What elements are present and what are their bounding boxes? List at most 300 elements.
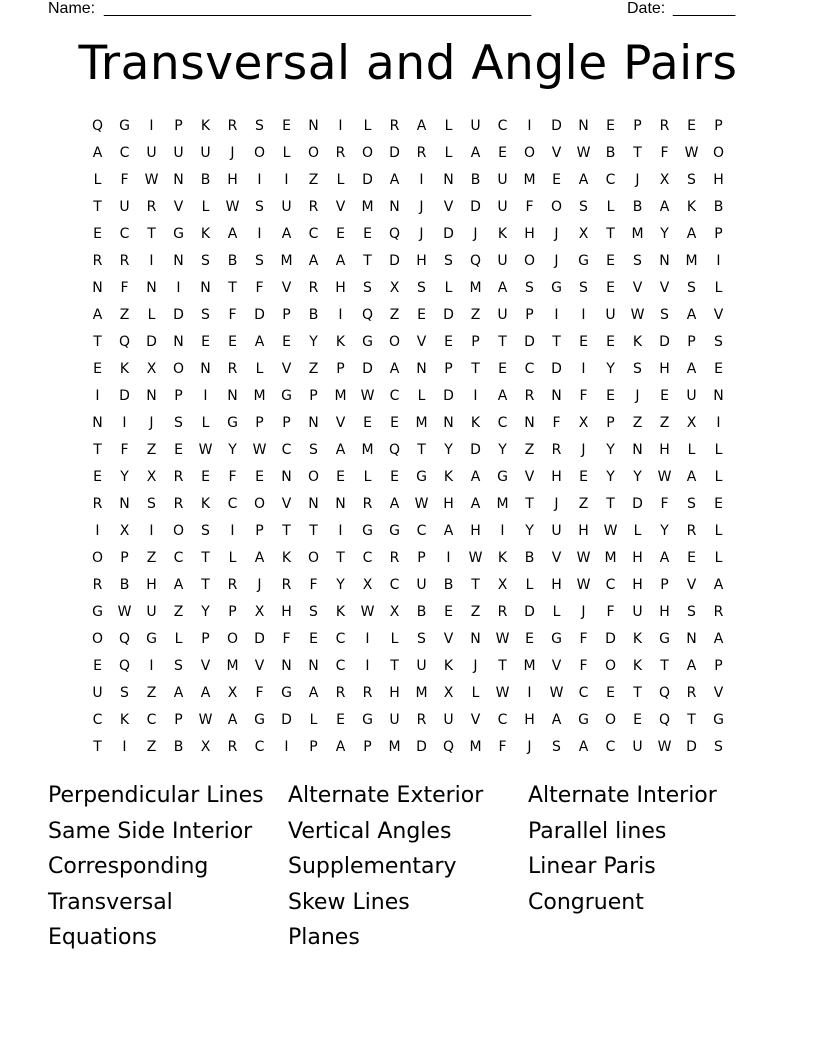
- grid-letter[interactable]: D: [389, 252, 400, 269]
- grid-letter[interactable]: C: [497, 414, 508, 431]
- grid-letter[interactable]: E: [93, 468, 102, 485]
- grid-letter[interactable]: Y: [660, 522, 669, 539]
- grid-letter[interactable]: A: [92, 306, 103, 323]
- grid-letter[interactable]: M: [523, 657, 536, 674]
- grid-letter[interactable]: C: [254, 738, 265, 755]
- grid-letter[interactable]: I: [257, 171, 262, 188]
- grid-letter[interactable]: H: [524, 711, 535, 728]
- grid-letter[interactable]: E: [606, 387, 615, 404]
- grid-letter[interactable]: P: [309, 738, 318, 755]
- grid-letter[interactable]: E: [606, 117, 615, 134]
- grid-letter[interactable]: B: [470, 171, 481, 188]
- grid-letter[interactable]: K: [119, 711, 130, 728]
- grid-letter[interactable]: E: [93, 657, 102, 674]
- grid-letter[interactable]: X: [200, 738, 211, 755]
- grid-letter[interactable]: L: [201, 198, 210, 215]
- grid-letter[interactable]: U: [686, 387, 697, 404]
- grid-letter[interactable]: S: [309, 603, 318, 620]
- grid-letter[interactable]: C: [497, 711, 508, 728]
- grid-letter[interactable]: D: [443, 387, 454, 404]
- grid-letter[interactable]: C: [227, 495, 238, 512]
- grid-letter[interactable]: U: [497, 171, 508, 188]
- grid-letter[interactable]: V: [443, 198, 454, 215]
- grid-letter[interactable]: S: [255, 252, 264, 269]
- grid-letter[interactable]: D: [119, 387, 130, 404]
- date-blank-line[interactable]: _______: [673, 0, 736, 17]
- grid-letter[interactable]: I: [554, 306, 559, 323]
- grid-letter[interactable]: B: [605, 144, 616, 161]
- grid-letter[interactable]: A: [497, 387, 508, 404]
- grid-letter[interactable]: A: [308, 252, 319, 269]
- grid-letter[interactable]: A: [281, 225, 292, 242]
- grid-letter[interactable]: I: [338, 522, 343, 539]
- grid-letter[interactable]: E: [579, 468, 588, 485]
- grid-letter[interactable]: O: [388, 333, 401, 350]
- grid-letter[interactable]: K: [281, 549, 292, 566]
- grid-letter[interactable]: R: [173, 468, 184, 485]
- grid-letter[interactable]: L: [525, 576, 534, 593]
- grid-letter[interactable]: T: [552, 333, 561, 350]
- grid-letter[interactable]: J: [581, 441, 586, 458]
- grid-letter[interactable]: X: [227, 684, 238, 701]
- grid-letter[interactable]: T: [93, 198, 102, 215]
- grid-letter[interactable]: C: [335, 630, 346, 647]
- grid-letter[interactable]: U: [173, 144, 184, 161]
- grid-letter[interactable]: T: [336, 549, 345, 566]
- grid-letter[interactable]: N: [308, 117, 319, 134]
- grid-letter[interactable]: G: [389, 522, 400, 539]
- grid-letter[interactable]: D: [254, 306, 265, 323]
- grid-letter[interactable]: W: [468, 549, 483, 566]
- grid-letter[interactable]: R: [497, 603, 508, 620]
- grid-letter[interactable]: V: [524, 468, 535, 485]
- grid-letter[interactable]: S: [714, 738, 723, 755]
- grid-letter[interactable]: W: [657, 468, 672, 485]
- grid-letter[interactable]: P: [660, 576, 669, 593]
- grid-letter[interactable]: I: [716, 414, 721, 431]
- grid-letter[interactable]: D: [524, 603, 535, 620]
- grid-letter[interactable]: I: [149, 117, 154, 134]
- grid-letter[interactable]: P: [444, 360, 453, 377]
- grid-letter[interactable]: C: [173, 549, 184, 566]
- grid-letter[interactable]: J: [419, 225, 424, 242]
- grid-letter[interactable]: I: [527, 684, 532, 701]
- grid-letter[interactable]: O: [361, 144, 374, 161]
- grid-letter[interactable]: V: [659, 279, 670, 296]
- grid-letter[interactable]: U: [497, 252, 508, 269]
- grid-letter[interactable]: R: [308, 279, 319, 296]
- grid-letter[interactable]: A: [173, 576, 184, 593]
- grid-letter[interactable]: S: [660, 306, 669, 323]
- grid-letter[interactable]: E: [498, 144, 507, 161]
- grid-letter[interactable]: A: [92, 144, 103, 161]
- grid-letter[interactable]: P: [282, 414, 291, 431]
- grid-letter[interactable]: L: [444, 117, 453, 134]
- grid-letter[interactable]: T: [687, 711, 696, 728]
- grid-letter[interactable]: W: [603, 522, 618, 539]
- grid-letter[interactable]: V: [254, 657, 265, 674]
- grid-letter[interactable]: I: [284, 171, 289, 188]
- grid-letter[interactable]: B: [173, 738, 184, 755]
- grid-letter[interactable]: N: [470, 630, 481, 647]
- grid-letter[interactable]: Y: [606, 360, 615, 377]
- grid-letter[interactable]: J: [473, 225, 478, 242]
- grid-letter[interactable]: O: [523, 144, 536, 161]
- grid-letter[interactable]: G: [551, 630, 562, 647]
- grid-letter[interactable]: C: [605, 171, 616, 188]
- grid-letter[interactable]: D: [362, 360, 373, 377]
- grid-letter[interactable]: V: [416, 333, 427, 350]
- grid-letter[interactable]: W: [495, 684, 510, 701]
- grid-letter[interactable]: F: [498, 738, 507, 755]
- grid-letter[interactable]: S: [714, 333, 723, 350]
- grid-letter[interactable]: S: [255, 198, 264, 215]
- grid-letter[interactable]: M: [361, 441, 374, 458]
- grid-letter[interactable]: C: [389, 387, 400, 404]
- grid-letter[interactable]: D: [362, 171, 373, 188]
- grid-letter[interactable]: V: [281, 495, 292, 512]
- grid-letter[interactable]: R: [227, 738, 238, 755]
- grid-letter[interactable]: R: [281, 576, 292, 593]
- grid-letter[interactable]: C: [281, 441, 292, 458]
- grid-letter[interactable]: D: [254, 630, 265, 647]
- grid-letter[interactable]: W: [657, 738, 672, 755]
- grid-letter[interactable]: Y: [606, 441, 615, 458]
- grid-letter[interactable]: D: [146, 333, 157, 350]
- grid-letter[interactable]: P: [525, 306, 534, 323]
- grid-letter[interactable]: R: [389, 549, 400, 566]
- grid-letter[interactable]: P: [471, 333, 480, 350]
- grid-letter[interactable]: O: [91, 549, 104, 566]
- grid-letter[interactable]: S: [201, 522, 210, 539]
- grid-letter[interactable]: O: [253, 495, 266, 512]
- grid-letter[interactable]: E: [606, 279, 615, 296]
- grid-letter[interactable]: Q: [469, 252, 482, 269]
- grid-letter[interactable]: U: [200, 144, 211, 161]
- grid-letter[interactable]: V: [173, 198, 184, 215]
- grid-letter[interactable]: Q: [118, 657, 131, 674]
- grid-letter[interactable]: E: [336, 711, 345, 728]
- grid-letter[interactable]: Q: [388, 441, 401, 458]
- grid-letter[interactable]: S: [417, 630, 426, 647]
- grid-letter[interactable]: A: [254, 549, 265, 566]
- grid-letter[interactable]: E: [174, 441, 183, 458]
- grid-letter[interactable]: A: [389, 495, 400, 512]
- grid-letter[interactable]: R: [308, 198, 319, 215]
- grid-letter[interactable]: J: [581, 603, 586, 620]
- grid-letter[interactable]: D: [416, 738, 427, 755]
- grid-letter[interactable]: V: [551, 144, 562, 161]
- grid-letter[interactable]: H: [227, 171, 238, 188]
- grid-letter[interactable]: M: [415, 684, 428, 701]
- grid-letter[interactable]: A: [713, 630, 724, 647]
- grid-letter[interactable]: L: [255, 360, 264, 377]
- grid-letter[interactable]: V: [200, 657, 211, 674]
- grid-letter[interactable]: E: [336, 225, 345, 242]
- grid-letter[interactable]: R: [335, 684, 346, 701]
- grid-letter[interactable]: N: [416, 360, 427, 377]
- grid-letter[interactable]: K: [632, 657, 643, 674]
- grid-letter[interactable]: J: [554, 252, 559, 269]
- grid-letter[interactable]: H: [146, 576, 157, 593]
- grid-letter[interactable]: L: [390, 630, 399, 647]
- grid-letter[interactable]: R: [416, 144, 427, 161]
- grid-letter[interactable]: R: [524, 387, 535, 404]
- grid-letter[interactable]: R: [92, 252, 103, 269]
- grid-letter[interactable]: D: [389, 144, 400, 161]
- grid-letter[interactable]: E: [687, 117, 696, 134]
- grid-letter[interactable]: G: [362, 333, 373, 350]
- grid-letter[interactable]: N: [200, 360, 211, 377]
- grid-letter[interactable]: G: [281, 387, 292, 404]
- grid-letter[interactable]: L: [363, 468, 372, 485]
- grid-letter[interactable]: K: [200, 495, 211, 512]
- grid-letter[interactable]: X: [389, 279, 400, 296]
- grid-letter[interactable]: F: [606, 603, 615, 620]
- grid-letter[interactable]: H: [578, 522, 589, 539]
- grid-letter[interactable]: J: [635, 171, 640, 188]
- grid-letter[interactable]: C: [605, 738, 616, 755]
- grid-letter[interactable]: T: [606, 495, 615, 512]
- grid-letter[interactable]: K: [497, 549, 508, 566]
- grid-letter[interactable]: P: [714, 657, 723, 674]
- grid-letter[interactable]: N: [659, 252, 670, 269]
- grid-letter[interactable]: V: [551, 657, 562, 674]
- grid-letter[interactable]: D: [443, 225, 454, 242]
- grid-letter[interactable]: R: [659, 117, 670, 134]
- grid-letter[interactable]: J: [635, 387, 640, 404]
- grid-letter[interactable]: A: [254, 333, 265, 350]
- grid-letter[interactable]: R: [92, 495, 103, 512]
- grid-letter[interactable]: Z: [659, 414, 670, 431]
- grid-letter[interactable]: B: [443, 576, 454, 593]
- grid-letter[interactable]: K: [200, 225, 211, 242]
- grid-letter[interactable]: X: [254, 603, 265, 620]
- grid-letter[interactable]: U: [470, 117, 481, 134]
- grid-letter[interactable]: A: [227, 711, 238, 728]
- grid-letter[interactable]: T: [309, 522, 318, 539]
- grid-letter[interactable]: E: [363, 225, 372, 242]
- grid-letter[interactable]: X: [659, 171, 670, 188]
- grid-letter[interactable]: T: [498, 657, 507, 674]
- grid-letter[interactable]: A: [497, 279, 508, 296]
- grid-letter[interactable]: U: [443, 711, 454, 728]
- grid-letter[interactable]: E: [201, 468, 210, 485]
- grid-letter[interactable]: S: [579, 198, 588, 215]
- grid-letter[interactable]: C: [578, 684, 589, 701]
- grid-letter[interactable]: I: [176, 279, 181, 296]
- grid-letter[interactable]: E: [444, 333, 453, 350]
- grid-letter[interactable]: N: [578, 117, 589, 134]
- grid-letter[interactable]: S: [687, 603, 696, 620]
- grid-letter[interactable]: G: [578, 711, 589, 728]
- grid-letter[interactable]: H: [713, 171, 724, 188]
- grid-letter[interactable]: I: [365, 630, 370, 647]
- grid-letter[interactable]: C: [389, 576, 400, 593]
- grid-letter[interactable]: N: [92, 414, 103, 431]
- grid-letter[interactable]: I: [338, 117, 343, 134]
- grid-letter[interactable]: L: [552, 603, 561, 620]
- grid-letter[interactable]: E: [201, 333, 210, 350]
- grid-letter[interactable]: N: [227, 387, 238, 404]
- grid-letter[interactable]: L: [444, 144, 453, 161]
- grid-letter[interactable]: A: [335, 441, 346, 458]
- grid-letter[interactable]: E: [714, 360, 723, 377]
- grid-letter[interactable]: Q: [91, 117, 104, 134]
- grid-letter[interactable]: F: [255, 684, 264, 701]
- grid-letter[interactable]: E: [93, 225, 102, 242]
- grid-letter[interactable]: L: [633, 522, 642, 539]
- grid-letter[interactable]: H: [281, 603, 292, 620]
- grid-letter[interactable]: U: [389, 711, 400, 728]
- grid-letter[interactable]: R: [227, 360, 238, 377]
- grid-letter[interactable]: C: [146, 711, 157, 728]
- grid-letter[interactable]: I: [122, 414, 127, 431]
- grid-letter[interactable]: W: [225, 198, 240, 215]
- grid-letter[interactable]: P: [363, 738, 372, 755]
- grid-letter[interactable]: C: [362, 549, 373, 566]
- grid-letter[interactable]: M: [496, 495, 509, 512]
- grid-letter[interactable]: N: [146, 387, 157, 404]
- grid-letter[interactable]: O: [712, 144, 725, 161]
- grid-letter[interactable]: Y: [606, 468, 615, 485]
- grid-letter[interactable]: U: [119, 198, 130, 215]
- grid-letter[interactable]: N: [551, 387, 562, 404]
- grid-letter[interactable]: M: [253, 387, 266, 404]
- grid-letter[interactable]: E: [606, 333, 615, 350]
- grid-letter[interactable]: N: [632, 441, 643, 458]
- grid-letter[interactable]: K: [200, 117, 211, 134]
- grid-letter[interactable]: R: [686, 684, 697, 701]
- grid-letter[interactable]: A: [659, 198, 670, 215]
- grid-letter[interactable]: E: [363, 414, 372, 431]
- grid-letter[interactable]: S: [174, 657, 183, 674]
- grid-letter[interactable]: A: [470, 468, 481, 485]
- grid-letter[interactable]: W: [576, 576, 591, 593]
- grid-letter[interactable]: O: [91, 630, 104, 647]
- grid-letter[interactable]: J: [149, 414, 154, 431]
- grid-letter[interactable]: I: [473, 387, 478, 404]
- grid-letter[interactable]: B: [632, 198, 643, 215]
- grid-letter[interactable]: D: [551, 117, 562, 134]
- grid-letter[interactable]: A: [686, 360, 697, 377]
- grid-letter[interactable]: I: [500, 522, 505, 539]
- grid-letter[interactable]: A: [308, 684, 319, 701]
- grid-letter[interactable]: K: [443, 468, 454, 485]
- grid-letter[interactable]: B: [524, 549, 535, 566]
- grid-letter[interactable]: C: [119, 144, 130, 161]
- grid-letter[interactable]: F: [309, 576, 318, 593]
- grid-letter[interactable]: L: [714, 549, 723, 566]
- grid-letter[interactable]: P: [282, 306, 291, 323]
- grid-letter[interactable]: M: [361, 198, 374, 215]
- grid-letter[interactable]: P: [174, 711, 183, 728]
- grid-letter[interactable]: E: [633, 711, 642, 728]
- grid-letter[interactable]: G: [119, 117, 130, 134]
- grid-letter[interactable]: Z: [146, 549, 157, 566]
- grid-letter[interactable]: Z: [146, 684, 157, 701]
- grid-letter[interactable]: P: [309, 387, 318, 404]
- grid-letter[interactable]: F: [552, 414, 561, 431]
- grid-letter[interactable]: W: [144, 171, 159, 188]
- grid-letter[interactable]: G: [578, 252, 589, 269]
- grid-letter[interactable]: I: [716, 252, 721, 269]
- grid-letter[interactable]: E: [93, 360, 102, 377]
- grid-letter[interactable]: J: [230, 144, 235, 161]
- grid-letter[interactable]: E: [444, 603, 453, 620]
- grid-letter[interactable]: L: [174, 630, 183, 647]
- grid-letter[interactable]: L: [714, 279, 723, 296]
- grid-letter[interactable]: R: [362, 684, 373, 701]
- grid-letter[interactable]: R: [227, 117, 238, 134]
- grid-letter[interactable]: G: [146, 630, 157, 647]
- grid-letter[interactable]: D: [443, 306, 454, 323]
- grid-letter[interactable]: L: [282, 144, 291, 161]
- grid-letter[interactable]: O: [172, 360, 185, 377]
- grid-letter[interactable]: W: [630, 306, 645, 323]
- grid-letter[interactable]: E: [687, 549, 696, 566]
- grid-letter[interactable]: X: [119, 522, 130, 539]
- grid-letter[interactable]: K: [443, 657, 454, 674]
- grid-letter[interactable]: C: [416, 522, 427, 539]
- grid-letter[interactable]: N: [713, 387, 724, 404]
- grid-letter[interactable]: R: [173, 495, 184, 512]
- grid-letter[interactable]: N: [686, 630, 697, 647]
- grid-letter[interactable]: X: [362, 576, 373, 593]
- grid-letter[interactable]: G: [227, 414, 238, 431]
- grid-letter[interactable]: G: [713, 711, 724, 728]
- grid-letter[interactable]: N: [443, 171, 454, 188]
- grid-letter[interactable]: I: [338, 306, 343, 323]
- grid-letter[interactable]: P: [255, 522, 264, 539]
- grid-letter[interactable]: Z: [173, 603, 184, 620]
- grid-letter[interactable]: V: [443, 630, 454, 647]
- grid-letter[interactable]: R: [389, 117, 400, 134]
- grid-letter[interactable]: F: [228, 306, 237, 323]
- grid-letter[interactable]: S: [147, 495, 156, 512]
- grid-letter[interactable]: L: [471, 684, 480, 701]
- grid-letter[interactable]: L: [93, 171, 102, 188]
- grid-letter[interactable]: B: [713, 198, 724, 215]
- grid-letter[interactable]: U: [416, 576, 427, 593]
- grid-letter[interactable]: B: [416, 603, 427, 620]
- grid-letter[interactable]: R: [362, 495, 373, 512]
- grid-letter[interactable]: I: [149, 522, 154, 539]
- grid-letter[interactable]: A: [686, 306, 697, 323]
- grid-letter[interactable]: H: [632, 576, 643, 593]
- grid-letter[interactable]: L: [309, 711, 318, 728]
- grid-letter[interactable]: Q: [658, 711, 671, 728]
- grid-letter[interactable]: M: [523, 171, 536, 188]
- grid-letter[interactable]: O: [307, 549, 320, 566]
- grid-letter[interactable]: X: [146, 360, 157, 377]
- grid-letter[interactable]: S: [174, 414, 183, 431]
- grid-letter[interactable]: Y: [336, 576, 345, 593]
- grid-letter[interactable]: Y: [633, 468, 642, 485]
- grid-letter[interactable]: J: [257, 576, 262, 593]
- grid-letter[interactable]: T: [282, 522, 291, 539]
- grid-letter[interactable]: J: [473, 657, 478, 674]
- grid-letter[interactable]: T: [525, 495, 534, 512]
- grid-letter[interactable]: W: [360, 387, 375, 404]
- grid-letter[interactable]: U: [497, 306, 508, 323]
- grid-letter[interactable]: A: [443, 522, 454, 539]
- grid-letter[interactable]: S: [579, 279, 588, 296]
- grid-letter[interactable]: E: [606, 252, 615, 269]
- grid-letter[interactable]: X: [578, 225, 589, 242]
- grid-letter[interactable]: A: [416, 117, 427, 134]
- grid-letter[interactable]: F: [660, 144, 669, 161]
